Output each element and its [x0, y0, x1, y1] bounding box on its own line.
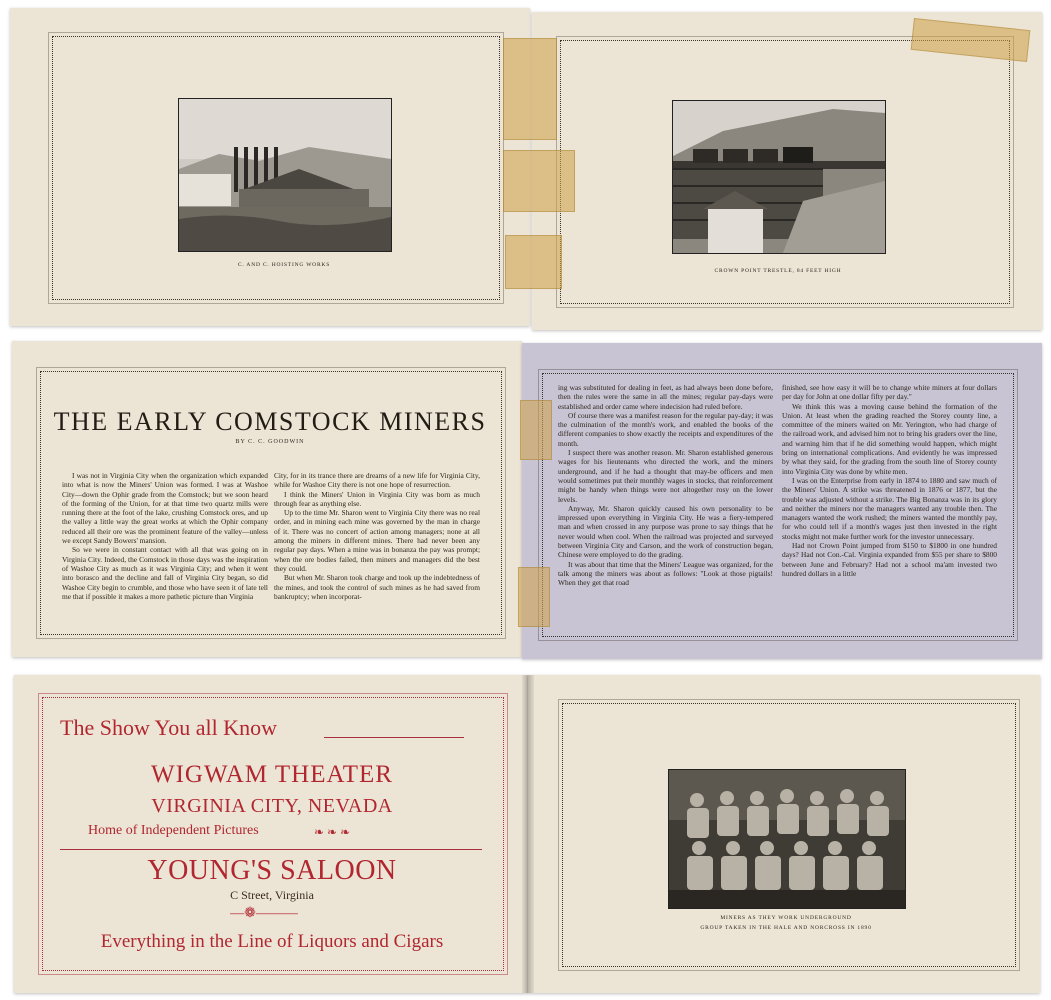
- tape-spine: [503, 38, 557, 140]
- tape-spine: [518, 567, 550, 627]
- photo-caption: MINERS AS THEY WORK UNDERGROUND: [720, 915, 852, 921]
- spread-1: [0, 0, 1051, 335]
- ad-theater-location: VIRGINIA CITY, NEVADA: [151, 795, 393, 817]
- paragraph: Up to the time Mr. Sharon went to Virginia City there was no real order, and in mining each mine was governed by the man in charge of it. There was no concert of action among managers; none at all among the miners in different mines. There had never been any regular pay days. When a mine was in bonanza the pay was prompt; when the ore bodies failed, then miners and managers did the best they could.: [274, 508, 480, 573]
- ad-theater-name: WIGWAM THEATER: [151, 761, 393, 788]
- page-right-3: [528, 675, 1040, 993]
- tape-spine: [503, 150, 575, 212]
- ad-saloon-name: YOUNG'S SALOON: [147, 855, 397, 886]
- article-title: THE EARLY COMSTOCK MINERS: [53, 407, 487, 436]
- page-left-2: [12, 341, 522, 657]
- paragraph: I suspect there was another reason. Mr. Sharon established generous wages for his lieutenants who directed the work, and the miners underground, and if he had a thought that may-be officers and men would sometimes put their monthly wages in stocks, that reinforcement might be handy when things were not altogether rosy on the lower levels.: [558, 448, 773, 504]
- ad-saloon-address: C Street, Virginia: [230, 888, 314, 902]
- paragraph: Of course there was a manifest reason for the regular pay-day; it was the culmination of the month's work, and enabled the books of the different companies to show exactly the receipts and expenditures of the month.: [558, 410, 773, 448]
- ad-rule: [60, 849, 482, 850]
- ad-tagline: The Show You all Know: [60, 715, 277, 740]
- photo-caption: C. AND C. HOISTING WORKS: [237, 262, 331, 268]
- tape-spine: [520, 400, 552, 460]
- paragraph: I was on the Enterprise from early in 1874 to 1880 and saw much of the Miners' Union. A strike was threatened in 1876 or 1877, but the trouble was adjusted without a strike. The Big Bonanza was in its glory and neither the miners nor the managers wanted any trouble then. The managers wanted the work rushed; the miners wanted the monthly pay, for who could tell if a month's wages just then invested in the right stocks might not make further work for the investor unnecessary.: [782, 475, 997, 541]
- page-right-2: [522, 343, 1042, 659]
- photo-miners-group: [668, 769, 906, 909]
- paragraph: But when Mr. Sharon took charge and took up the indebtedness of the mines, and took the control of such mines as he had saved from bankruptcy; when incorporat-: [274, 573, 480, 601]
- spine-shadow: [522, 675, 534, 993]
- photo-hoisting-works: [178, 98, 392, 252]
- article-column-3: [558, 383, 773, 588]
- paragraph: City, for in its trance there are dreams of a new life for Virginia City, while for Washoe City there is not one hope of resurrection.: [274, 471, 480, 490]
- spread-3: [0, 665, 1051, 1000]
- ad-saloon-slogan: Everything in the Line of Liquors and Cigars: [100, 931, 444, 952]
- photo-caption: CROWN POINT TRESTLE, 84 FEET HIGH: [714, 268, 842, 274]
- page-left-1: [10, 8, 530, 326]
- paragraph: We think this was a moving cause behind the formation of the Union. At least when the grading reached the Storey county line, a committee of the miners waited on Mr. Yerington, who had charge of the railroad work, and advised him not to bring his graders over the line, and warning him that if he did something would happen, which might bring on international complications. And evidently he was impressed by what they said, for the grading from the south line of Storey county into Virginia City was done by white men.: [782, 401, 997, 476]
- article-column-2: [274, 471, 480, 601]
- article-column-1: [62, 471, 268, 601]
- page-right-1: [532, 12, 1042, 330]
- paragraph: I think the Miners' Union in Virginia City was born as much through fear as anything else.: [274, 489, 480, 508]
- ad-ornament: ❧ ❧ ❧: [314, 825, 351, 839]
- tape-spine: [505, 235, 562, 289]
- photo-caption: GROUP TAKEN IN THE HALE AND NORCROSS IN 1890: [700, 925, 872, 931]
- article-column-4: [782, 383, 997, 578]
- photo-crown-point-trestle: [672, 100, 886, 254]
- paragraph: ing was substituted for dealing in feet, as had always been done before, then the rules were the same in all the mines; regular pay-days were established and order came where indecision had ruled before.: [558, 383, 773, 411]
- paragraph: Had not Crown Point jumped from $150 to $1800 in one hundred days? Had not Con.-Cal. Virginia expanded from $55 per share to $800 between June and February? Had not a school ma'am invested two hundred dollars in a little: [782, 541, 997, 578]
- paragraph: finished, see how easy it will be to change white miners at four dollars per day for John at one dollar fifty per day.": [782, 383, 997, 402]
- paragraph: Anyway, Mr. Sharon quickly caused his own personality to be impressed upon everything in Virginia City. He was a fiery-tempered man and when crossed in any purpose was prone to say things that he never would when cool. When the railroad was projected and surveyed between Virginia City and Carson, and the work of construction began, Chinese were employed to do the grading.: [558, 503, 773, 560]
- page-left-3: [14, 675, 528, 993]
- ad-flourish: —❁———: [230, 906, 298, 921]
- paragraph: It was about that time that the Miners' League was organized, for the talk among the miners was about as follows: "Look at those pigtails! When they get that road: [558, 559, 773, 588]
- article-byline: BY C. C. GOODWIN: [235, 439, 305, 445]
- ad-rule: [324, 737, 464, 738]
- spread-2: [0, 335, 1051, 665]
- paragraph: So we were in constant contact with all that was going on in Virginia City. Indeed, the Comstock in those days was the inspiration of Washoe City as much as it was Virginia City; and when it went into borasco and the decline and fall of Virginia City began, so did Washoe City begin to crumble, and those who have seen it of late tell me that if possible it makes a more pathetic picture than Virginia: [62, 545, 268, 601]
- ad-theater-slogan: Home of Independent Pictures: [88, 823, 259, 838]
- paragraph: I was not in Virginia City when the organization which expanded into what is now the Miners' Union was formed. I was at Washoe City—down the Ophir grade from the Comstock; but we soon heard of the forming of the Union, for at that time two quartz mills were running there at the foot of the lake, crushing Comstock ores, and up the valley a little way the great works at which the Ophir company reduced all their ore was the prominent feature of the valley—unless we except Sandy Bowers' mansion.: [62, 471, 268, 546]
